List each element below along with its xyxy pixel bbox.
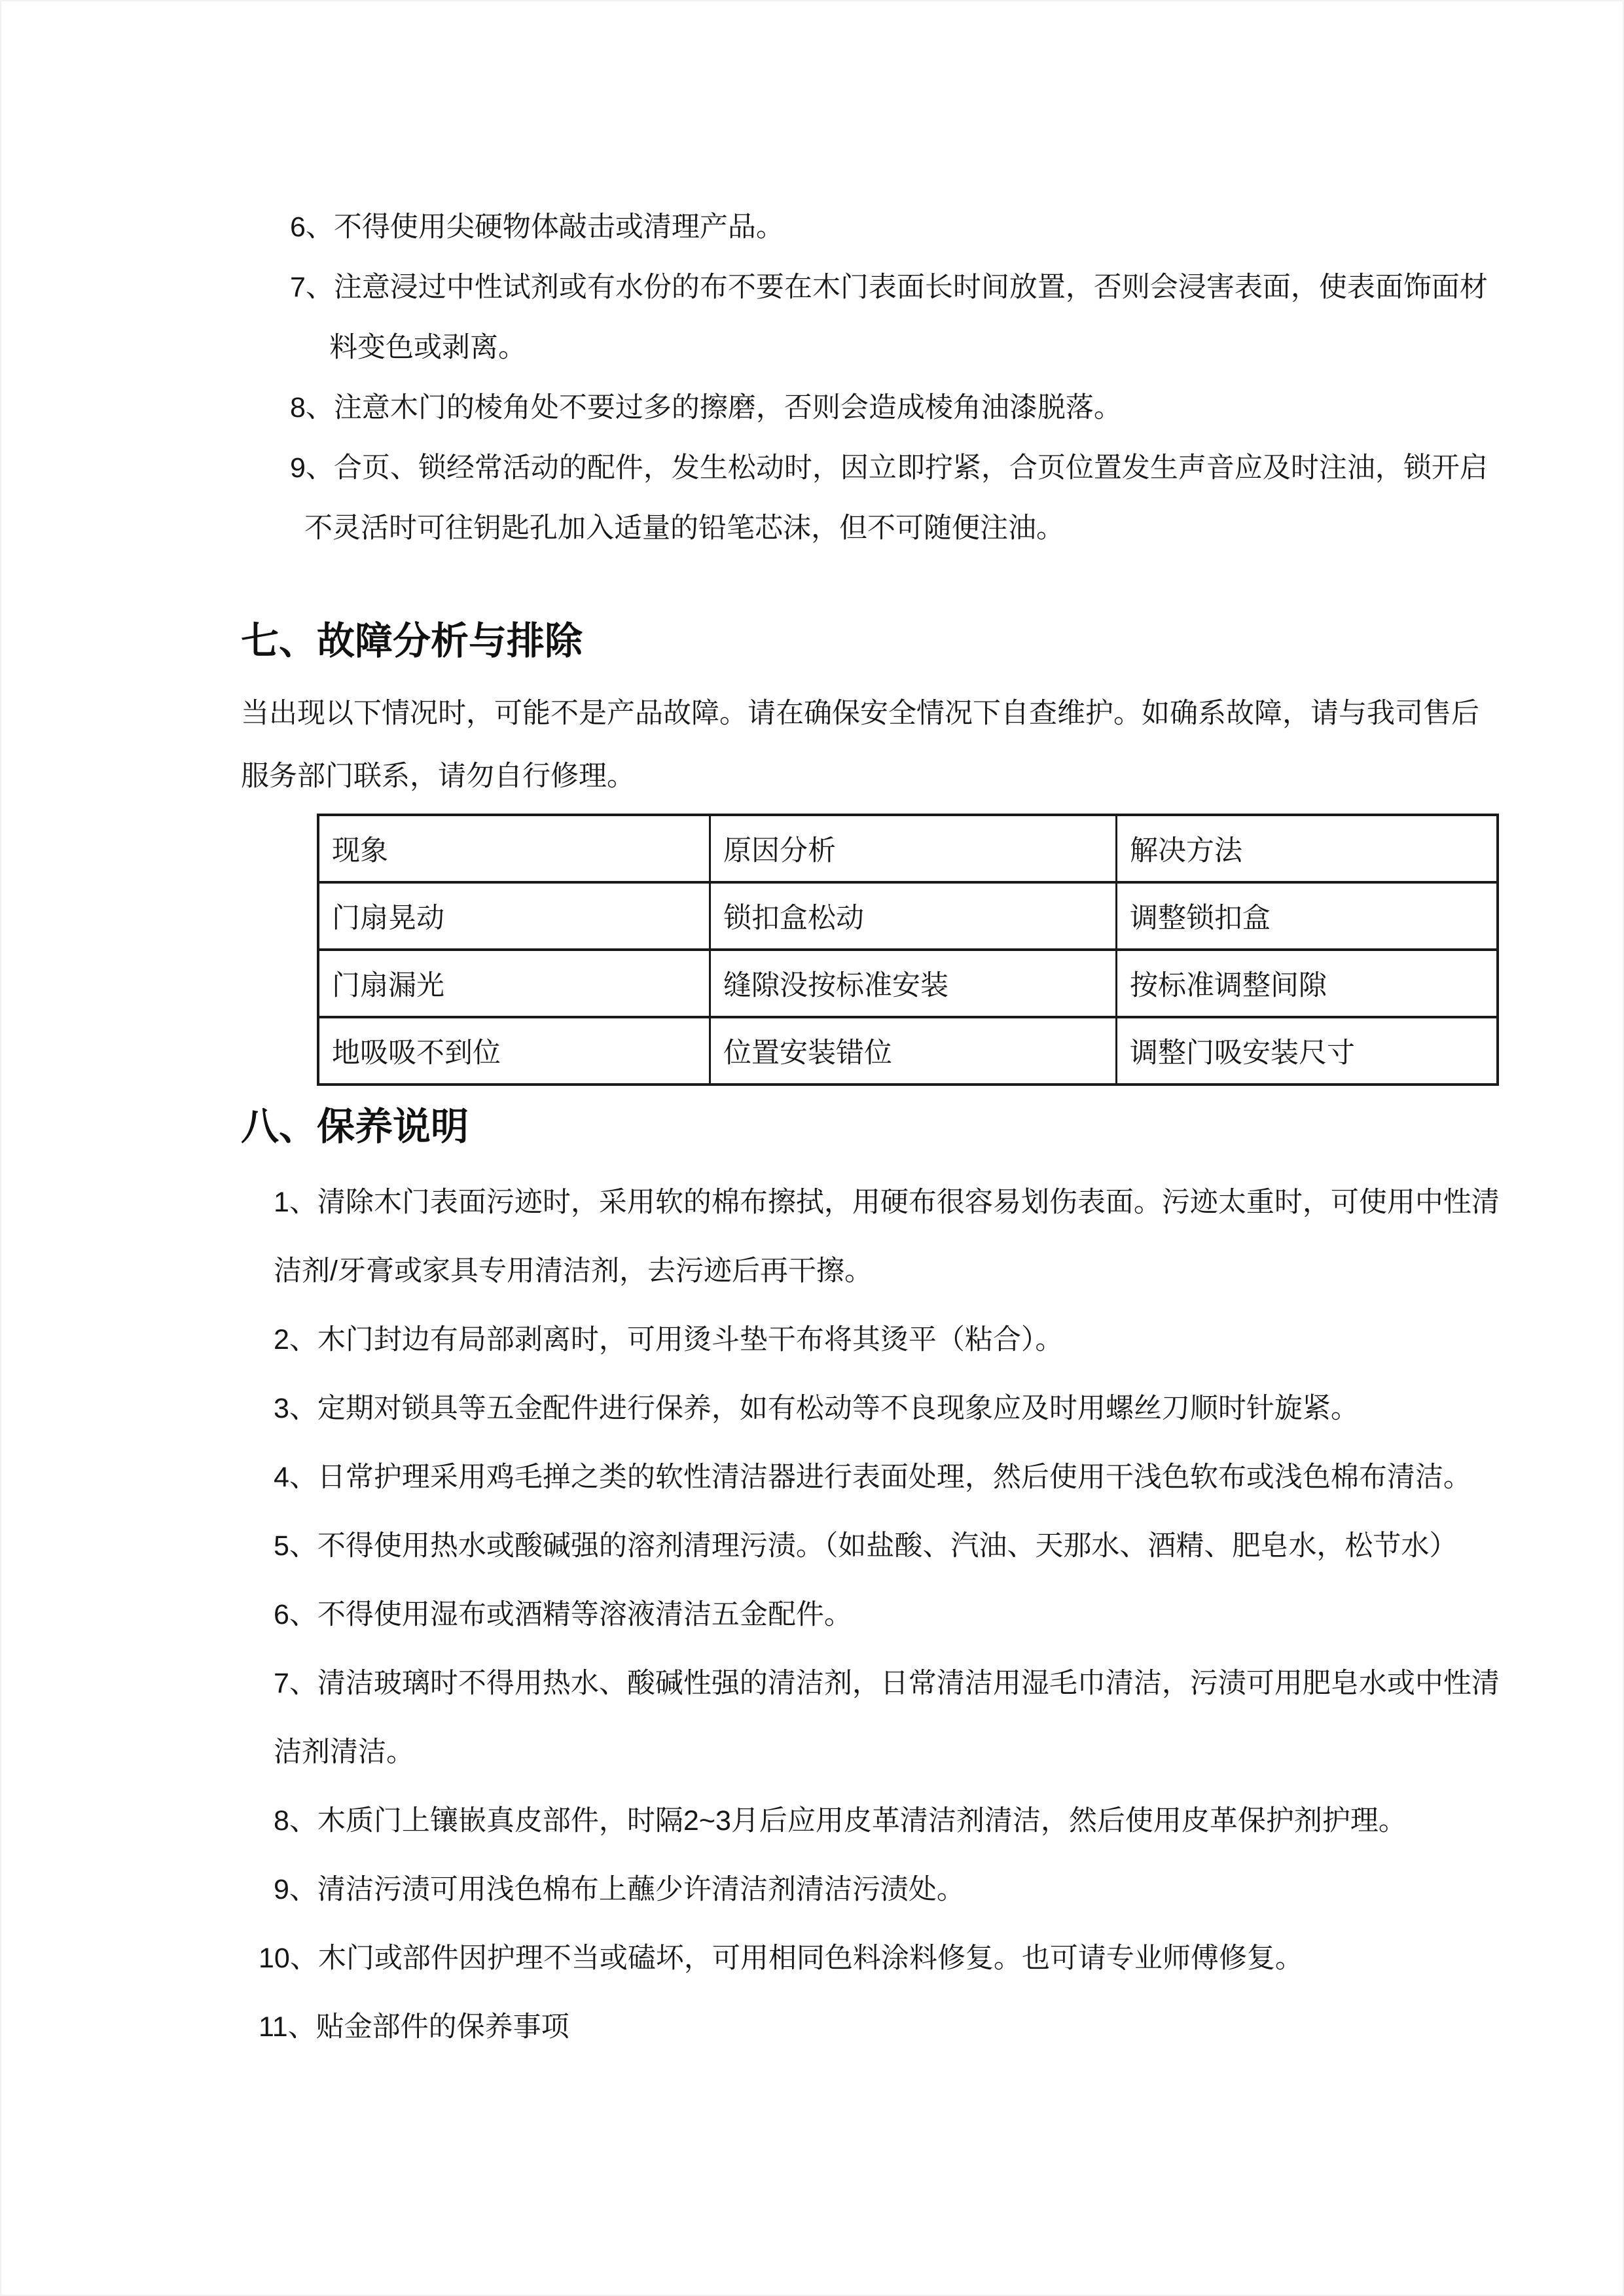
cell-r1-solution: 调整锁扣盒 bbox=[1117, 882, 1498, 950]
fault-intro-line-2: 服务部门联系，请勿自行修理。 bbox=[241, 761, 635, 792]
cell-r3-phenomenon: 地吸吸不到位 bbox=[318, 1017, 710, 1085]
header-cell-solution: 解决方法 bbox=[1117, 815, 1498, 882]
care-item-11: 11、贴金部件的保养事项 bbox=[259, 2011, 569, 2043]
cell-r3-solution: 调整门吸安装尺寸 bbox=[1117, 1017, 1498, 1085]
care-item-7-line-1: 7、清洁玻璃时不得用热水、酸碱性强的清洁剂，日常清洁用湿毛巾清洁，污渍可用肥皂水或中性清 bbox=[274, 1668, 1500, 1699]
fault-table-header-row bbox=[318, 815, 1498, 882]
heading-fault-analysis: 七、故障分析与排除 bbox=[241, 620, 583, 662]
upper-list-item-6: 6、不得使用尖硬物体敲击或清理产品。 bbox=[290, 211, 784, 243]
cell-r2-cause: 缝隙没按标准安装 bbox=[710, 950, 1117, 1017]
upper-list-item-9-line-1: 9、合页、锁经常活动的配件，发生松动时，因立即拧紧，合页位置发生声音应及时注油，锁开启 bbox=[290, 452, 1488, 484]
care-item-8: 8、木质门上镶嵌真皮部件，时隔2~3月后应用皮革清洁剂清洁，然后使用皮革保护剂护理。 bbox=[274, 1805, 1407, 1837]
fault-table bbox=[317, 814, 1499, 1086]
heading-maintenance: 八、保养说明 bbox=[241, 1105, 469, 1148]
upper-list-item-8: 8、注意木门的棱角处不要过多的擦磨，否则会造成棱角油漆脱落。 bbox=[290, 392, 1122, 423]
header-cell-cause: 原因分析 bbox=[710, 815, 1117, 882]
care-item-5: 5、不得使用热水或酸碱强的溶剂清理污渍。（如盐酸、汽油、天那水、酒精、肥皂水，松节水） bbox=[274, 1530, 1458, 1562]
fault-table-row-2 bbox=[318, 950, 1498, 1017]
cell-r2-solution: 按标准调整间隙 bbox=[1117, 950, 1498, 1017]
upper-list-item-9-line-2: 不灵活时可往钥匙孔加入适量的铅笔芯沫，但不可随便注油。 bbox=[304, 512, 1064, 544]
header-cell-phenomenon: 现象 bbox=[318, 815, 710, 882]
care-item-9: 9、清洁污渍可用浅色棉布上蘸少许清洁剂清洁污渍处。 bbox=[274, 1874, 965, 1905]
cell-r1-cause: 锁扣盒松动 bbox=[710, 882, 1117, 950]
care-item-2: 2、木门封边有局部剥离时，可用烫斗垫干布将其烫平（粘合）。 bbox=[274, 1324, 1064, 1355]
upper-list-item-7-line-2: 料变色或剥离。 bbox=[329, 332, 526, 363]
cell-r2-phenomenon: 门扇漏光 bbox=[318, 950, 710, 1017]
upper-list-item-7-line-1: 7、注意浸过中性试剂或有水份的布不要在木门表面长时间放置，否则会浸害表面，使表面饰面材 bbox=[290, 272, 1488, 303]
top-margin bbox=[0, 0, 1624, 197]
cell-r3-cause: 位置安装错位 bbox=[710, 1017, 1117, 1085]
care-item-1-line-1: 1、清除木门表面污迹时，采用软的棉布擦拭，用硬布很容易划伤表面。污迹太重时，可使用中性清 bbox=[274, 1187, 1500, 1218]
care-item-3: 3、定期对锁具等五金配件进行保养，如有松动等不良现象应及时用螺丝刀顺时针旋紧。 bbox=[274, 1393, 1359, 1424]
care-item-1-line-2: 洁剂/牙膏或家具专用清洁剂，去污迹后再干擦。 bbox=[274, 1255, 873, 1287]
care-item-6: 6、不得使用湿布或酒精等溶液清洁五金配件。 bbox=[274, 1599, 852, 1630]
fault-table-row-3 bbox=[318, 1017, 1498, 1085]
care-item-10: 10、木门或部件因护理不当或磕坏，可用相同色料涂料修复。也可请专业师傅修复。 bbox=[259, 1943, 1303, 1974]
cell-r1-phenomenon: 门扇晃动 bbox=[318, 882, 710, 950]
fault-table-row-1 bbox=[318, 882, 1498, 950]
care-item-4: 4、日常护理采用鸡毛掸之类的软性清洁器进行表面处理，然后使用干浅色软布或浅色棉布清洁。 bbox=[274, 1462, 1471, 1493]
care-item-7-line-2: 洁剂清洁。 bbox=[274, 1736, 414, 1768]
fault-intro-line-1: 当出现以下情况时，可能不是产品故障。请在确保安全情况下自查维护。如确系故障，请与我司售后 bbox=[241, 698, 1479, 729]
